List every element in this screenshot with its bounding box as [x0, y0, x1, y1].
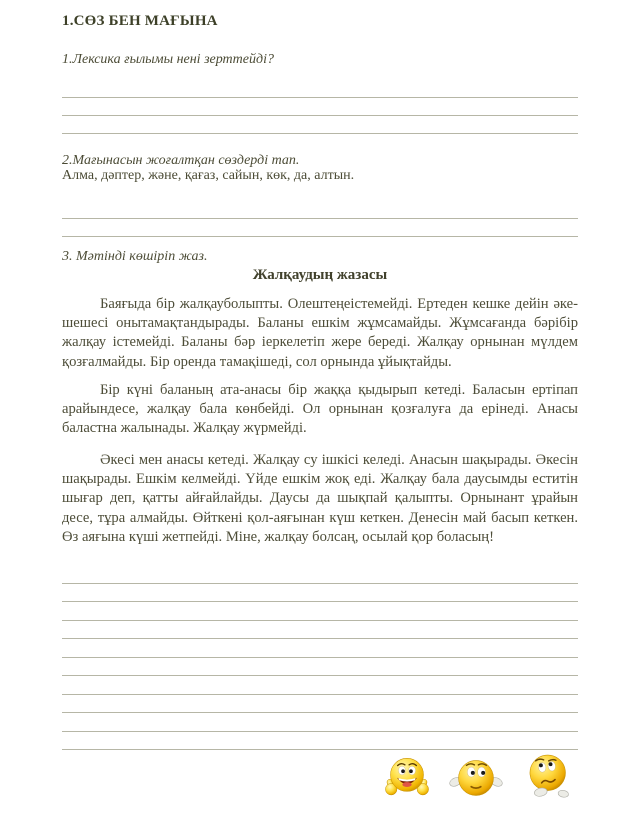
answer-line — [62, 732, 578, 751]
answer-line — [62, 658, 578, 677]
answer-line — [62, 116, 578, 134]
emoji-row — [384, 751, 574, 801]
answer-line — [62, 565, 578, 584]
answer-line — [62, 201, 578, 219]
answer-lines-block-3 — [62, 565, 578, 750]
answer-line — [62, 713, 578, 732]
question-1-label: 1.Лексика ғылымы нені зерттейді? — [62, 52, 274, 67]
story-paragraph-3: Әкесі мен анасы кетеді. Жалқау су ішкісі келеді. Анасын шақырады. Әкесін шақырады. Ешкім келмейді. Үйде ешкім жоқ еді. Жалқау бала даусымды еститін шығар деп, қатты айғайлайды. Даусы да шықпай қалыпты. Орнынант ұрайын десе, тұра алмайды. Өйткені қол-аяғынан күш кеткен. Денесін май басып кеткен. Өз аяғына күші жетпейді. Міне, жалқау болсаң, осылай қор боласың! — [62, 452, 578, 545]
story-paragraph-2: Бір күні баланың ата-анасы бір жаққа қыдырып кетеді. Баласын ертіпап арайындесе, жалқау бала көнбейді. Ол орнынан қозғалуға да ерінеді. Анасы баластна жалынады. Жалқау жүрмейді. — [62, 382, 578, 437]
question-2-label: 2.Мағынасын жоғалтқан сөздерді тап. — [62, 153, 300, 168]
answer-lines-block-1 — [62, 80, 578, 134]
answer-lines-block-2 — [62, 201, 578, 237]
answer-line — [62, 584, 578, 603]
answer-line — [62, 676, 578, 695]
smiley-thumbs-up-icon — [384, 753, 430, 801]
question-2-words: Алма, дәптер, және, қағаз, сайын, көк, да, алтын. — [62, 168, 355, 183]
answer-line — [62, 219, 578, 237]
page-title: 1.СӨЗ БЕН МАҒЫНА — [62, 13, 218, 29]
answer-line — [62, 602, 578, 621]
question-2 — [62, 153, 578, 183]
smiley-shrug-icon — [449, 755, 503, 801]
answer-line — [62, 80, 578, 98]
story-paragraph-1: Баяғыда бір жалқауболыпты. Олештеңеістемейді. Ертеден кешке дейін әке-шешесі онытамақтандырады. Баланы ешкім жұмсамайды. Жұмсағанда бәрібір жалқау істемейді. Баланы бәр іеркелетіп жере береді. Жалқау орнынан мүлдем қозғалмайды. Бір оренда тамақішеді, сол орнында ұйықтайды. — [62, 296, 578, 370]
question-3-label: 3. Мәтінді көшіріп жаз. — [62, 249, 208, 264]
answer-line — [62, 621, 578, 640]
answer-line — [62, 98, 578, 116]
answer-line — [62, 695, 578, 714]
story-heading: Жалқаудың жазасы — [252, 267, 388, 283]
answer-line — [62, 639, 578, 658]
smiley-thinking-icon — [522, 751, 574, 801]
